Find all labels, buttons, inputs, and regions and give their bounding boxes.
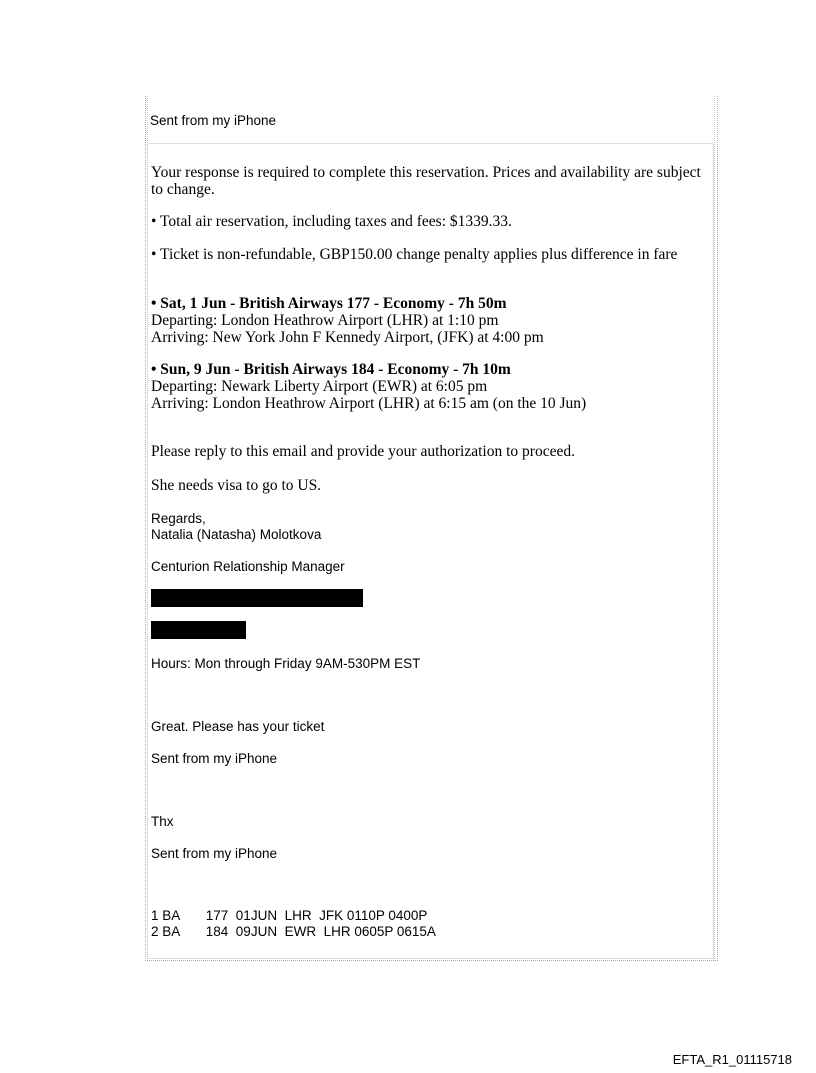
flight2-departing: Departing: Newark Liberty Airport (EWR) at 6:05 pm (151, 378, 488, 395)
outer-border-right (714, 96, 718, 961)
document-id: EFTA_R1_01115718 (672, 1052, 792, 1067)
sent-from-iphone-1: Sent from my iPhone (150, 113, 277, 128)
itinerary-row-1: 1 BA 177 01JUN LHR JFK 0110P 0400P (151, 908, 428, 923)
flight1-header: • Sat, 1 Jun - British Airways 177 - Economy - 7h 50m (151, 295, 507, 312)
reply-request: Please reply to this email and provide your authorization to proceed. (151, 443, 575, 460)
flight1-departing: Departing: London Heathrow Airport (LHR) at 1:10 pm (151, 312, 499, 329)
regards: Regards, (151, 511, 206, 526)
signer-name: Natalia (Natasha) Molotkova (151, 527, 322, 542)
hours-line: Hours: Mon through Friday 9AM-530PM EST (151, 656, 421, 671)
flight2-header: • Sun, 9 Jun - British Airways 184 - Economy - 7h 10m (151, 361, 511, 378)
visa-note: She needs visa to go to US. (151, 477, 322, 494)
flight2-arriving: Arriving: London Heathrow Airport (LHR) at 6:15 am (on the 10 Jun) (151, 395, 587, 412)
itinerary-row-2: 2 BA 184 09JUN EWR LHR 0605P 0615A (151, 924, 436, 939)
intro-paragraph: Your response is required to complete this reservation. Prices and availability are subject to change. (151, 164, 701, 198)
sent-from-iphone-2: Sent from my iPhone (151, 751, 278, 766)
bullet-total-price: • Total air reservation, including taxes and fees: $1339.33. (151, 213, 512, 230)
quoted-message-box (147, 143, 714, 959)
great-reply: Great. Please has your ticket (151, 719, 325, 734)
sent-from-iphone-3: Sent from my iPhone (151, 846, 278, 861)
signer-title: Centurion Relationship Manager (151, 559, 345, 574)
thx-line: Thx (151, 814, 174, 829)
redaction-block-2 (151, 621, 246, 639)
flight1-arriving: Arriving: New York John F Kennedy Airport, (JFK) at 4:00 pm (151, 329, 544, 346)
redaction-block-1 (151, 589, 363, 607)
bullet-ticket-policy: • Ticket is non-refundable, GBP150.00 change penalty applies plus difference in fare (151, 246, 678, 263)
